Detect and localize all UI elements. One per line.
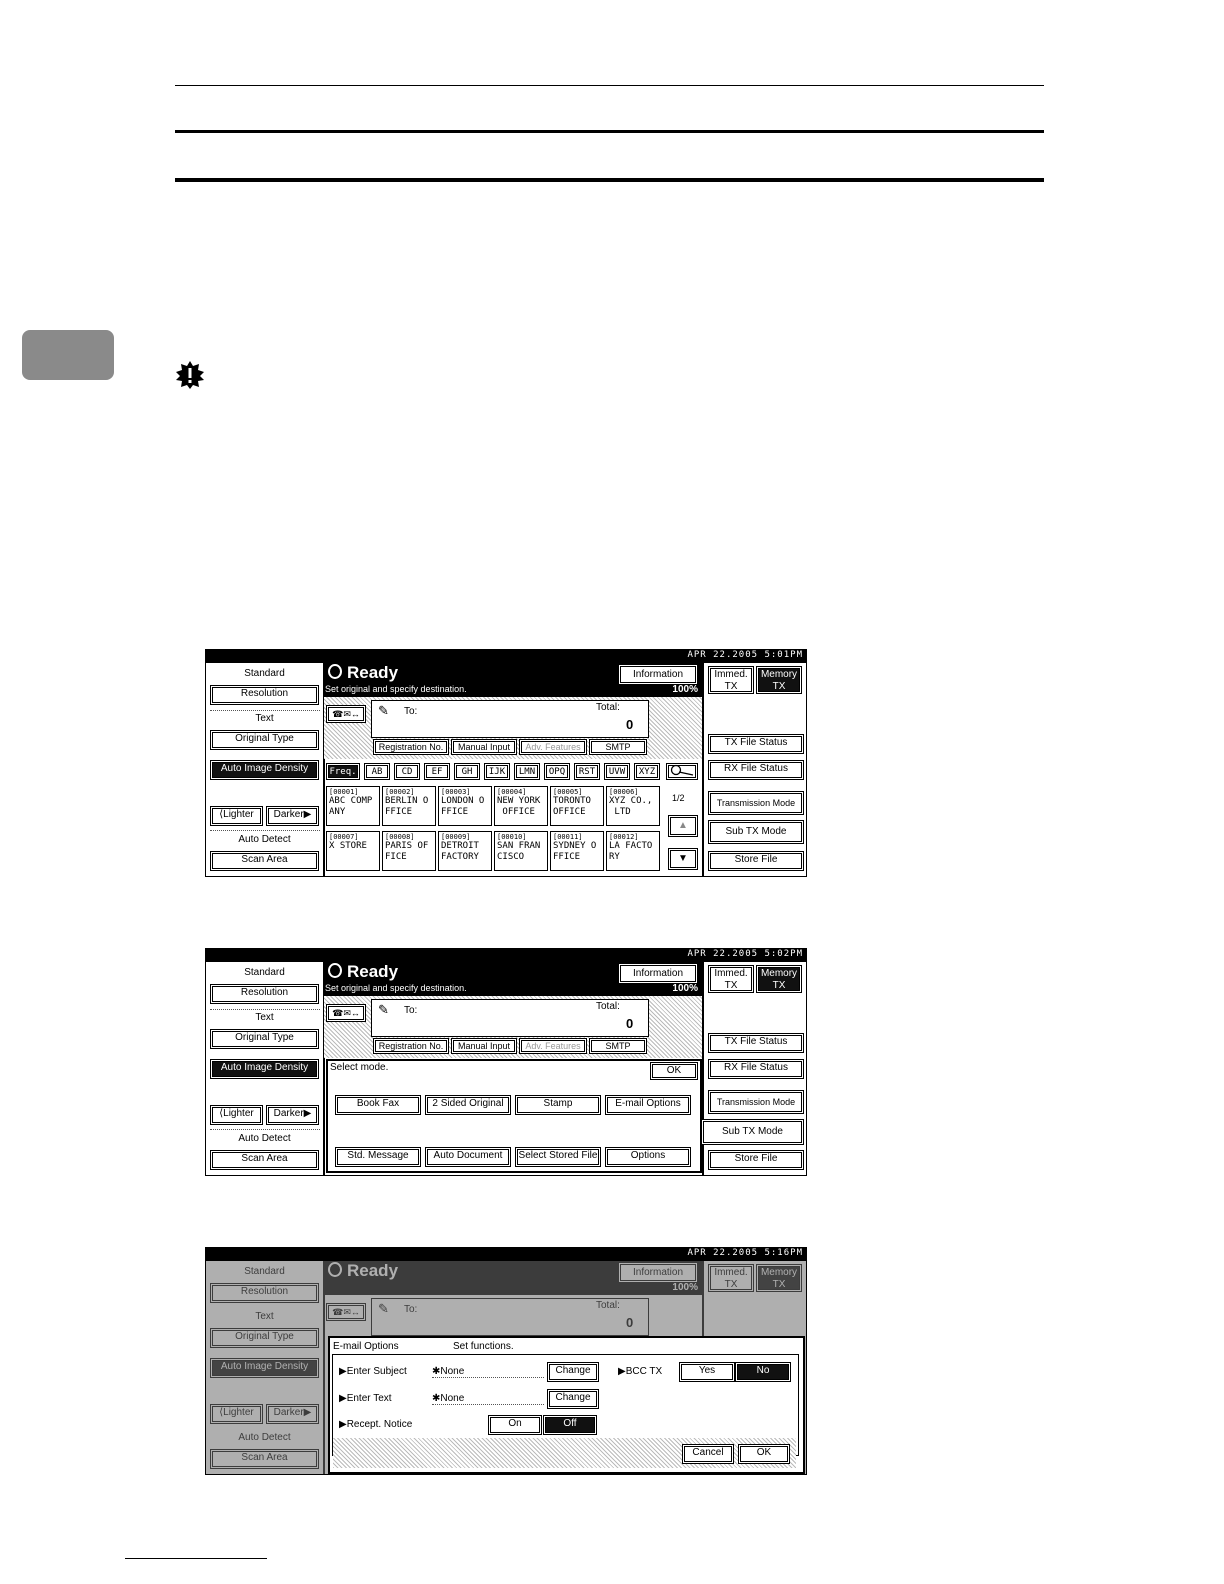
std-message-button[interactable]: Std. Message (335, 1147, 421, 1167)
destination-code: [00009] (441, 833, 471, 841)
important-icon (175, 360, 205, 390)
total-label: Total: (596, 1001, 620, 1012)
ready-icon (328, 664, 342, 679)
instruction-text: Set original and specify destination. (325, 684, 467, 694)
destination-name: X STORE (329, 841, 367, 851)
recept-notice-label: ▶Recept. Notice (339, 1419, 413, 1430)
chapter-tab (22, 330, 114, 380)
bcc-tx-label: ▶BCC TX (618, 1366, 663, 1377)
destination-name: ABC COMP ANY (329, 796, 373, 817)
rx-file-status-button[interactable]: RX File Status (708, 1059, 804, 1079)
datetime: APR 22.2005 5:16PM (687, 1248, 803, 1258)
destination-code: [00011] (553, 833, 583, 841)
fax-screen-1 (205, 649, 807, 877)
index-tab-rst[interactable]: RST (574, 763, 600, 780)
destination-key[interactable] (326, 786, 380, 826)
darker-button[interactable]: Darker▶ (266, 1105, 319, 1125)
destination-key[interactable] (494, 831, 548, 871)
index-tab-ef[interactable]: EF (424, 763, 450, 780)
tx-file-status-button[interactable]: TX File Status (708, 1033, 804, 1053)
tab-adv-features[interactable]: Adv. Features (519, 739, 587, 755)
destination-field (371, 999, 649, 1037)
tab-manual-input[interactable]: Manual Input (451, 1038, 517, 1054)
zoom-indicator: 100% (672, 983, 698, 994)
bcc-no-button[interactable]: No (735, 1362, 791, 1382)
dialog-subtitle: Set functions. (453, 1341, 514, 1352)
cancel-button[interactable]: Cancel (682, 1444, 734, 1464)
scan-area-button[interactable]: Scan Area (210, 1150, 319, 1170)
auto-image-density-button[interactable]: Auto Image Density (210, 1059, 319, 1079)
left-panel (206, 962, 325, 1175)
auto-document-button[interactable]: Auto Document (425, 1147, 511, 1167)
transmission-mode-button[interactable]: Transmission Mode (708, 1090, 804, 1114)
email-options-button[interactable]: E-mail Options (605, 1095, 691, 1115)
original-type-button[interactable]: Original Type (210, 1029, 319, 1049)
header-rule-thin (175, 85, 1044, 86)
store-file-button[interactable]: Store File (708, 1150, 804, 1170)
destination-name: LONDON O FFICE (441, 796, 485, 817)
destination-code: [00012] (609, 833, 639, 841)
recept-on-button[interactable]: On (488, 1415, 542, 1435)
immed-tx-button[interactable]: Immed. TX (708, 965, 754, 993)
index-tab-gh[interactable]: GH (454, 763, 480, 780)
destination-key[interactable] (326, 831, 380, 871)
rx-file-status-button[interactable]: RX File Status (708, 760, 804, 780)
immed-tx-button[interactable]: Immed. TX (708, 666, 754, 694)
index-tab-cd[interactable]: CD (394, 763, 420, 780)
text-label: Text (255, 713, 274, 724)
stamp-button[interactable]: Stamp (515, 1095, 601, 1115)
datetime: APR 22.2005 5:02PM (687, 949, 803, 959)
line-select-button[interactable]: ☎✉↔ (326, 1004, 366, 1022)
destination-name: TORONTO OFFICE (553, 796, 591, 817)
destination-code: [00006] (609, 788, 639, 796)
arrow-up-icon: ▲ (678, 820, 688, 831)
search-destination-button[interactable] (666, 763, 698, 780)
tab-smtp[interactable]: SMTP (589, 739, 647, 755)
resolution-button[interactable]: Resolution (210, 984, 319, 1004)
destination-name: NEW YORK OFFICE (497, 796, 541, 817)
darker-button[interactable]: Darker▶ (266, 806, 319, 826)
index-tab-lmn[interactable]: LMN (514, 763, 540, 780)
memory-tx-button[interactable]: Memory TX (756, 965, 802, 993)
arrow-down-icon: ▼ (678, 853, 688, 864)
status-bar (206, 949, 806, 962)
tx-file-status-button[interactable]: TX File Status (708, 734, 804, 754)
book-fax-button[interactable]: Book Fax (335, 1095, 421, 1115)
scroll-down-button[interactable] (668, 848, 698, 870)
pen-icon: ✎ (378, 703, 389, 718)
fax-screen-2 (205, 948, 807, 1176)
datetime: APR 22.2005 5:01PM (687, 650, 803, 660)
destination-key[interactable] (438, 786, 492, 826)
destination-name: XYZ CO., LTD (609, 796, 653, 817)
search-icon (669, 764, 695, 776)
status-header (324, 962, 702, 996)
index-tab-freq[interactable]: Freq. (326, 763, 360, 780)
scroll-up-button[interactable] (668, 815, 698, 837)
destination-key[interactable] (382, 786, 436, 826)
destination-code: [00002] (385, 788, 415, 796)
destination-code: [00004] (497, 788, 527, 796)
ready-status: Ready (328, 663, 398, 683)
to-label: To: (404, 1005, 418, 1016)
change-subject-button[interactable]: Change (547, 1362, 599, 1382)
select-mode-label: Select mode. (330, 1062, 389, 1073)
ok-button[interactable]: OK (650, 1062, 698, 1080)
ready-icon (328, 963, 342, 978)
destination-key[interactable] (494, 786, 548, 826)
dialog-title: E-mail Options (333, 1341, 399, 1352)
line-select-button[interactable]: ☎✉↔ (326, 705, 366, 723)
status-bar (206, 1248, 806, 1261)
index-tab-xyz[interactable]: XYZ (634, 763, 660, 780)
lighter-button[interactable]: ⟨Lighter (210, 806, 263, 826)
header-rule-bottom (175, 178, 1044, 182)
pen-icon: ✎ (378, 1002, 389, 1017)
footer-line (125, 1558, 267, 1559)
email-options-dialog (328, 1336, 805, 1474)
destination-key[interactable] (438, 831, 492, 871)
enter-subject-label: ▶Enter Subject (339, 1366, 407, 1377)
instruction-text: Set original and specify destination. (325, 983, 467, 993)
scan-area-button[interactable]: Scan Area (210, 851, 319, 871)
destination-code: [00005] (553, 788, 583, 796)
ok-button[interactable]: OK (738, 1444, 790, 1464)
total-value: 0 (626, 1016, 634, 1031)
left-panel (206, 663, 325, 876)
destination-name: LA FACTO RY (609, 841, 653, 862)
destination-code: [00010] (497, 833, 527, 841)
lighter-button[interactable]: ⟨Lighter (210, 1105, 263, 1125)
store-file-button[interactable]: Store File (708, 851, 804, 871)
tab-adv-features[interactable]: Adv. Features (519, 1038, 587, 1054)
index-tab-uvw[interactable]: UVW (604, 763, 630, 780)
fax-screen-3 (205, 1247, 807, 1475)
standard-label: Standard (244, 967, 285, 978)
tab-manual-input[interactable]: Manual Input (451, 739, 517, 755)
right-panel (702, 962, 807, 1175)
zoom-indicator: 100% (672, 684, 698, 695)
page-indicator: 1/2 (672, 793, 685, 803)
total-label: Total: (596, 702, 620, 713)
destination-key[interactable] (606, 786, 660, 826)
text-label: Text (255, 1012, 274, 1023)
text-value: ✱None (432, 1393, 544, 1405)
destination-field (371, 700, 649, 738)
ready-status: Ready (328, 962, 398, 982)
destination-key[interactable] (550, 786, 604, 826)
tab-registration-no[interactable]: Registration No. (373, 1038, 449, 1054)
destination-name: PARIS OF FICE (385, 841, 429, 862)
destination-code: [00001] (329, 788, 359, 796)
header-rule-top (175, 130, 1044, 133)
status-header (324, 663, 702, 697)
select-mode-panel (326, 1059, 702, 1173)
resolution-button[interactable]: Resolution (210, 685, 319, 705)
options-button[interactable]: Options (605, 1147, 691, 1167)
destination-name: BERLIN O FFICE (385, 796, 429, 817)
status-bar (206, 650, 806, 663)
original-type-button[interactable]: Original Type (210, 730, 319, 750)
subject-value: ✱None (432, 1366, 544, 1378)
standard-label: Standard (244, 668, 285, 679)
destination-name: SYDNEY O FFICE (553, 841, 597, 862)
sub-tx-mode-button[interactable]: Sub TX Mode (708, 820, 804, 844)
two-sided-original-button[interactable]: 2 Sided Original (425, 1095, 511, 1115)
auto-detect-label: Auto Detect (238, 834, 291, 845)
destination-name: DETROIT FACTORY (441, 841, 479, 862)
destination-code: [00007] (329, 833, 359, 841)
sub-tx-mode-button[interactable]: Sub TX Mode (702, 1119, 804, 1145)
to-label: To: (404, 706, 418, 717)
auto-detect-label: Auto Detect (238, 1133, 291, 1144)
information-button[interactable]: Information (619, 964, 697, 983)
bcc-yes-button[interactable]: Yes (679, 1362, 735, 1382)
index-tab-ab[interactable]: AB (364, 763, 390, 780)
destination-key[interactable] (382, 831, 436, 871)
destination-name: SAN FRAN CISCO (497, 841, 541, 862)
tab-registration-no[interactable]: Registration No. (373, 739, 449, 755)
recept-off-button[interactable]: Off (543, 1415, 597, 1435)
index-tab-opq[interactable]: OPQ (544, 763, 570, 780)
destination-code: [00003] (441, 788, 471, 796)
destination-key[interactable] (606, 831, 660, 871)
transmission-mode-button[interactable]: Transmission Mode (708, 791, 804, 815)
select-stored-file-button[interactable]: Select Stored File (515, 1147, 601, 1167)
right-panel (702, 663, 807, 876)
index-tabs (324, 760, 702, 782)
index-tab-ijk[interactable]: IJK (484, 763, 510, 780)
memory-tx-button[interactable]: Memory TX (756, 666, 802, 694)
enter-text-label: ▶Enter Text (339, 1393, 392, 1404)
tab-smtp[interactable]: SMTP (589, 1038, 647, 1054)
destination-key[interactable] (550, 831, 604, 871)
auto-image-density-button[interactable]: Auto Image Density (210, 760, 319, 780)
change-text-button[interactable]: Change (547, 1389, 599, 1409)
destination-code: [00008] (385, 833, 415, 841)
information-button[interactable]: Information (619, 665, 697, 684)
total-value: 0 (626, 717, 634, 732)
